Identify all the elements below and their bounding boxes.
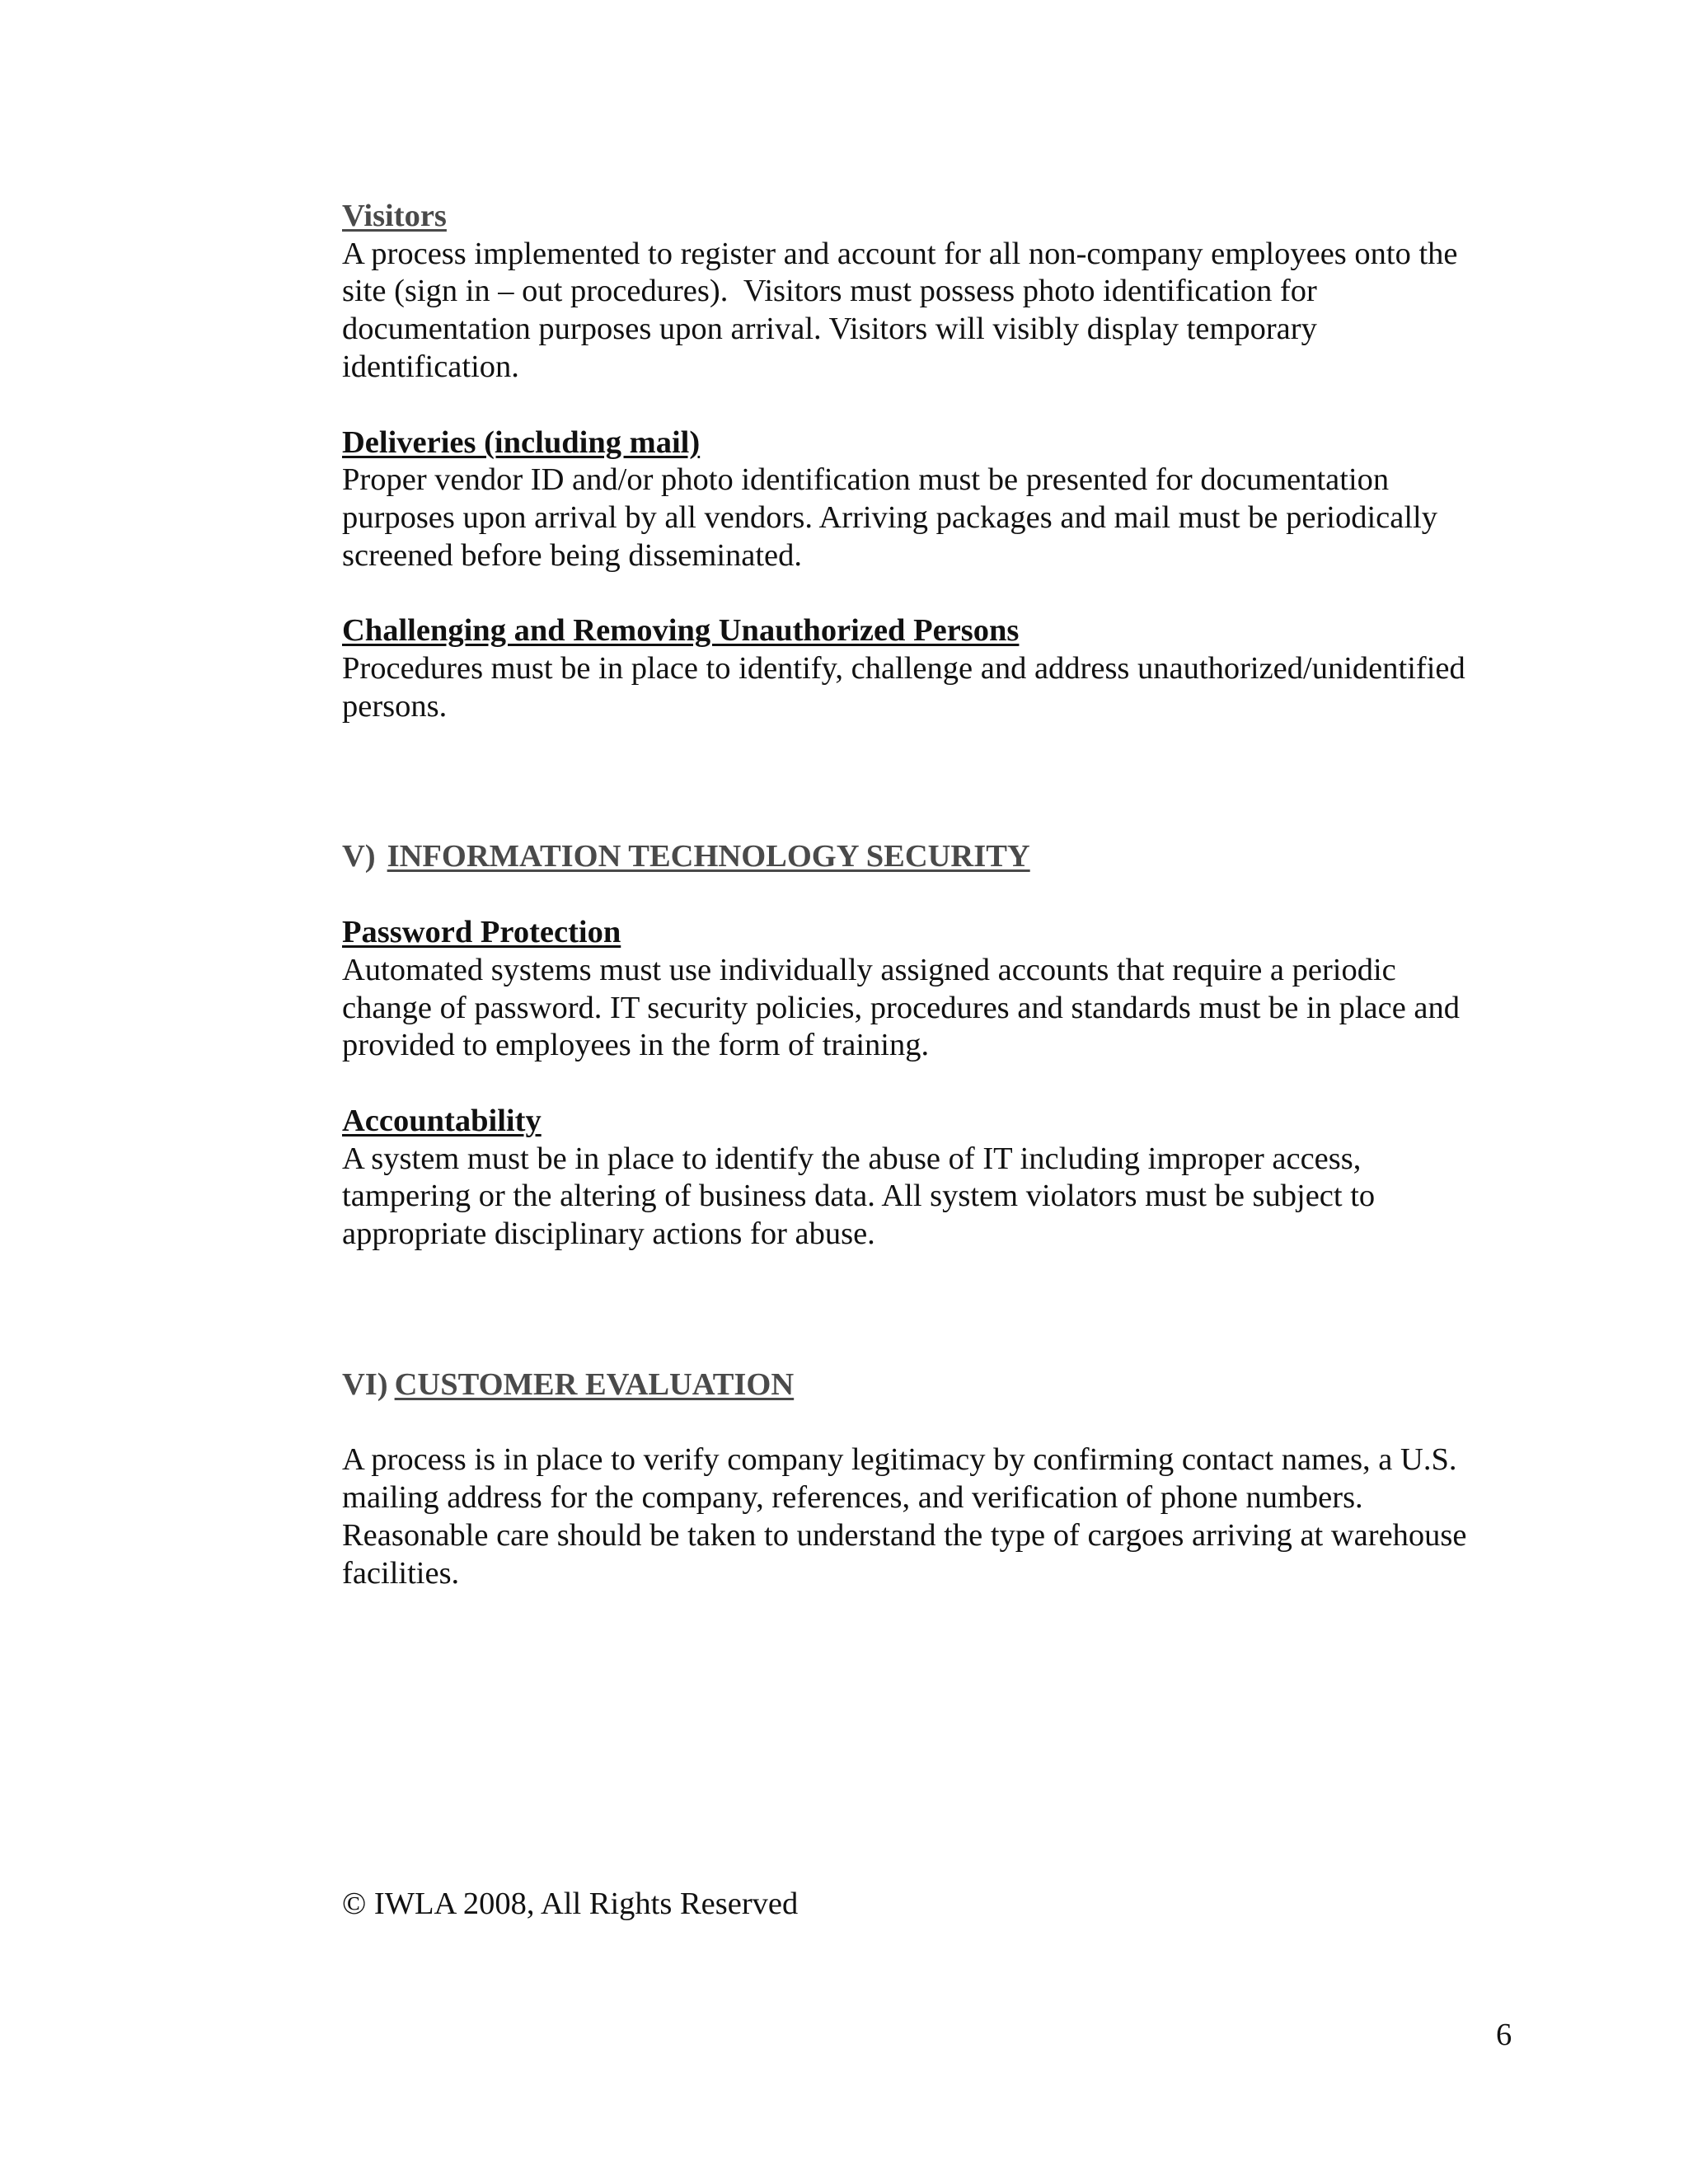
section-label: CUSTOMER EVALUATION [394, 1366, 795, 1402]
customer-evaluation-section-title [342, 1366, 1512, 1404]
text-line: persons. [342, 688, 448, 724]
password-paragraph [342, 952, 1512, 1065]
accountability-section [342, 1103, 1512, 1254]
visitors-section [342, 198, 1512, 387]
page-number: 6 [1496, 2018, 1512, 2052]
page-content [342, 198, 1512, 1592]
text-line: identification. [342, 349, 519, 384]
visitors-heading: Visitors [342, 199, 447, 233]
copyright-notice: © IWLA 2008, All Rights Reserved [342, 1886, 799, 1921]
text-line: site (sign in – out procedures). Visitors must possess photo identification for [342, 274, 1317, 309]
text-line: A system must be in place to identify the abuse of IT including improper access, [342, 1141, 1362, 1176]
text-line: appropriate disciplinary actions for abuse. [342, 1216, 875, 1252]
text-line: Procedures must be in place to identify, challenge and address unauthorized/unidentified [342, 651, 1465, 687]
text-line: A process is in place to verify company legitimacy by confirming contact names, a U.S. [342, 1442, 1457, 1478]
text-line: mailing address for the company, references, and verification of phone numbers. [342, 1480, 1363, 1516]
challenging-heading: Challenging and Removing Unauthorized Persons [342, 613, 1020, 649]
accountability-paragraph [342, 1141, 1512, 1254]
deliveries-heading: Deliveries (including mail) [342, 424, 701, 460]
customer-evaluation-paragraph [342, 1441, 1512, 1592]
text-line: purposes upon arrival by all vendors. Arriving packages and mail must be periodically [342, 499, 1437, 535]
text-line: A process implemented to register and account for all non-company employees onto the [342, 236, 1458, 271]
text-line: screened before being disseminated. [342, 537, 803, 573]
text-line: facilities. [342, 1555, 460, 1591]
challenging-section [342, 612, 1512, 725]
text-line: Automated systems must use individually assigned accounts that require a periodic [342, 952, 1396, 987]
text-line: tampering or the altering of business data. All system violators must be subject to [342, 1179, 1376, 1214]
challenging-paragraph [342, 650, 1512, 725]
visitors-paragraph [342, 236, 1512, 387]
section-label: INFORMATION TECHNOLOGY SECURITY [387, 839, 1030, 874]
text-line: provided to employees in the form of training. [342, 1028, 930, 1063]
text-line: Reasonable care should be taken to understand the type of cargoes arriving at warehouse [342, 1517, 1467, 1553]
password-heading: Password Protection [342, 915, 621, 950]
text-line: Proper vendor ID and/or photo identification must be presented for documentation [342, 462, 1390, 498]
text-line: change of password. IT security policies, procedures and standards must be in place and [342, 990, 1460, 1025]
deliveries-section [342, 424, 1512, 575]
password-section [342, 914, 1512, 1065]
deliveries-paragraph [342, 462, 1512, 574]
it-security-section-title [342, 838, 1512, 876]
text-line: documentation purposes upon arrival. Visitors will visibly display temporary [342, 312, 1317, 347]
section-number: V) [342, 839, 376, 874]
accountability-heading: Accountability [342, 1103, 542, 1138]
section-number: VI) [342, 1366, 388, 1402]
